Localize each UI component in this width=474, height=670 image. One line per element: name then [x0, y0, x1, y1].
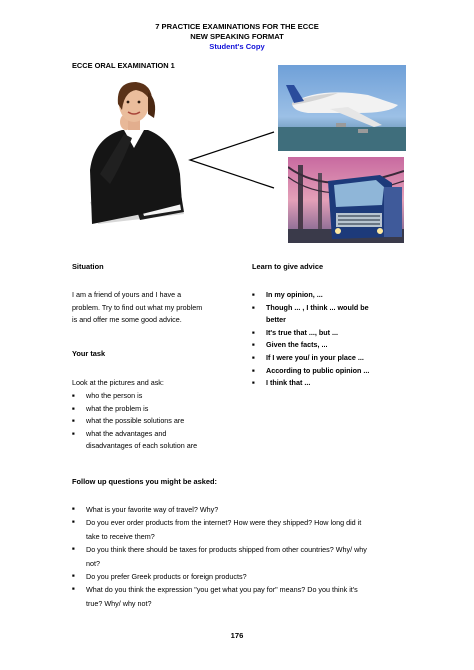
list-item: ■ In my opinion, ... [252, 289, 422, 302]
list-item [72, 583, 417, 610]
header-line-2: NEW SPEAKING FORMAT [190, 32, 284, 41]
header-line-1: 7 PRACTICE EXAMINATIONS FOR THE ECCE [155, 22, 319, 31]
advice-item-2-text: Though ... , I think ... would be [266, 302, 369, 312]
list-item: ■ Given the facts, ... [252, 339, 422, 352]
your-task-list [72, 390, 247, 453]
followup-q3-text: Do you think there should be taxes for products shipped from other countries? Why/ why [86, 545, 367, 555]
advice-item-2-cont: better [266, 315, 286, 325]
list-item: ■ Do you prefer Greek products or foreign products? [72, 570, 417, 583]
list-item: ■ what the possible solutions are [72, 415, 247, 428]
exam-title: ECCE ORAL EXAMINATION 1 [72, 61, 175, 70]
choice-arrows-icon [188, 130, 276, 190]
list-item: ■ According to public opinion ... [252, 365, 422, 378]
list-item: ■ who the person is [72, 390, 247, 403]
task-item-4-cont: disadvantages of each solution are [86, 441, 198, 451]
your-task-intro: Look at the pictures and ask: [72, 378, 164, 387]
list-item: ■ what the problem is [72, 403, 247, 416]
advice-heading: Learn to give advice [252, 262, 324, 271]
your-task-heading: Your task [72, 349, 106, 358]
followup-q2-cont: take to receive them? [86, 531, 155, 541]
followup-list [72, 503, 417, 610]
list-item [252, 302, 422, 327]
page-number: 176 [230, 631, 244, 640]
airplane-photo [278, 65, 406, 151]
situation-line-3: is and offer me some good advice. [72, 315, 182, 325]
situation-text [72, 289, 242, 327]
followup-q5-text: What do you think the expression "you get what you pay for" means? Do you think it's [86, 585, 358, 595]
task-item-4-text: what the advantages and [86, 428, 167, 438]
list-item: ■ If I were you/ in your place ... [252, 352, 422, 365]
followup-heading: Follow up questions you might be asked: [72, 477, 217, 486]
list-item [72, 516, 417, 543]
list-item [72, 543, 417, 570]
situation-line-1: I am a friend of yours and I have a [72, 290, 182, 299]
header-students-copy: Student's Copy [209, 42, 265, 51]
list-item [72, 428, 247, 453]
followup-q2-text: Do you ever order products from the internet? How were they shipped? How long did it [86, 518, 362, 528]
list-item: ■ I think that ... [252, 377, 422, 390]
followup-q3-cont: not? [86, 558, 100, 568]
truck-photo [288, 157, 404, 243]
list-item: ■ What is your favorite way of travel? Why? [72, 503, 417, 516]
businesswoman-photo [82, 74, 186, 224]
situation-line-2: problem. Try to find out what my problem [72, 302, 203, 312]
advice-list [252, 289, 422, 390]
list-item: ■ It's true that ..., but ... [252, 327, 422, 340]
situation-heading: Situation [72, 262, 104, 271]
followup-q5-cont: true? Why/ why not? [86, 598, 152, 608]
